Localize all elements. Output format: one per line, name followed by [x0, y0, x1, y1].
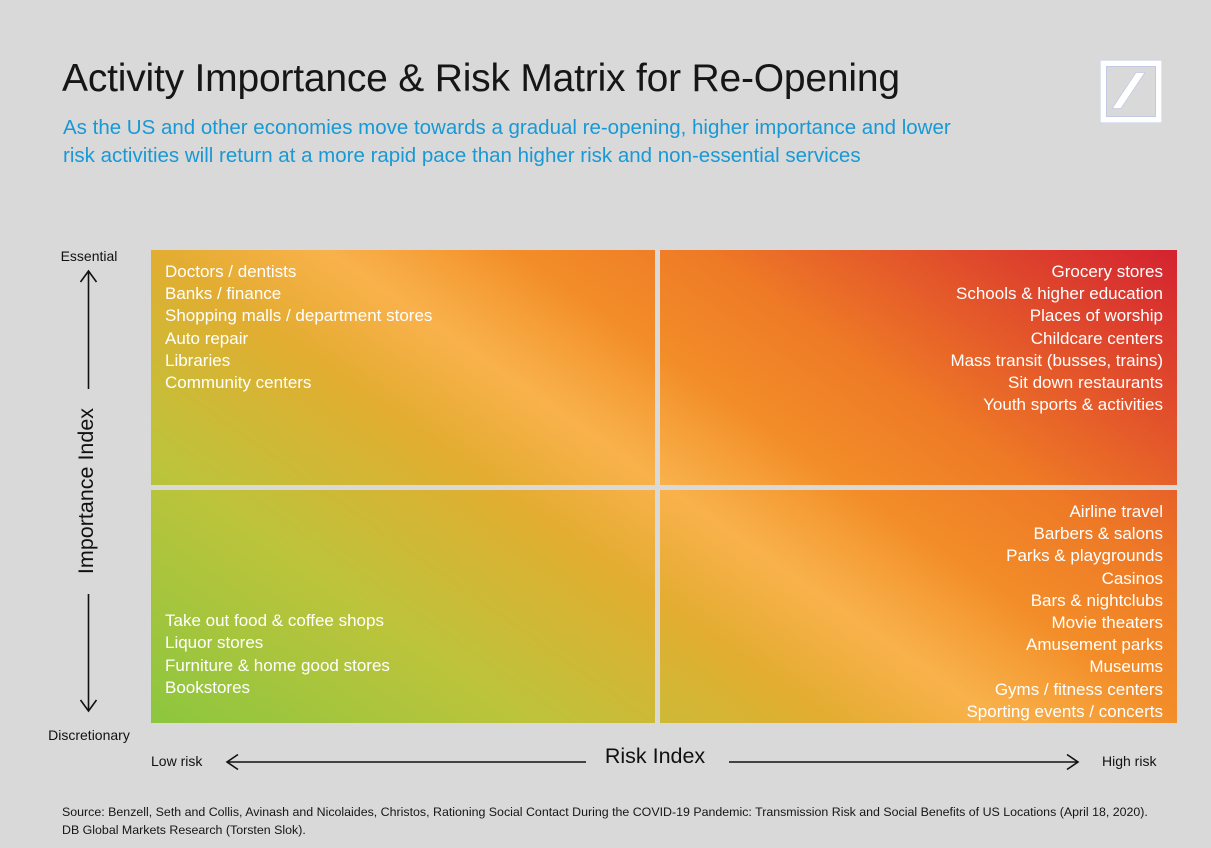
- db-slash-icon: [1100, 60, 1162, 123]
- activity-item: Barbers & salons: [1033, 524, 1163, 544]
- source-line-2: DB Global Markets Research (Torsten Slok).: [62, 822, 306, 837]
- risk-axis-right-arrow-icon: [728, 753, 1080, 771]
- activity-item: Libraries: [165, 350, 231, 370]
- x-axis-title: Risk Index: [604, 744, 706, 768]
- quadrant-essential-low-risk: [165, 261, 641, 394]
- activity-item: Amusement parks: [1026, 635, 1163, 655]
- activity-item: Museums: [1089, 657, 1163, 677]
- subtitle-line-2: risk activities will return at a more rapid pace than higher risk and non-essential services: [63, 143, 861, 167]
- activity-item: Youth sports & activities: [983, 395, 1163, 415]
- quadrant-discretionary-high-risk: [670, 501, 1163, 723]
- activity-item: Auto repair: [165, 328, 249, 348]
- risk-axis-left-arrow-icon: [225, 753, 588, 771]
- quadrant-discretionary-low-risk: [165, 610, 641, 699]
- activity-item: Childcare centers: [1030, 328, 1163, 348]
- activity-item: Liquor stores: [165, 633, 264, 653]
- quadrant-essential-high-risk: [670, 261, 1163, 416]
- page-subtitle: [63, 114, 951, 169]
- page-title: Activity Importance & Risk Matrix for Re-Opening: [62, 57, 900, 100]
- activity-item: Mass transit (busses, trains): [950, 350, 1163, 370]
- deutsche-bank-logo-icon: [1100, 60, 1162, 123]
- activity-item: Community centers: [165, 373, 312, 393]
- matrix-horizontal-divider: [151, 485, 1177, 490]
- source-line-1: Source: Benzell, Seth and Collis, Avinash and Nicolaides, Christos, Rationing Social Contact During the COVID-19 Pandemic: Transmission Risk and Social Benefits of US Locations (April 18, 2020).: [62, 805, 1148, 819]
- activity-item: Gyms / fitness centers: [994, 679, 1163, 699]
- y-axis-min-label: Discretionary: [48, 727, 130, 743]
- subtitle-line-1: As the US and other economies move towards a gradual re-opening, higher importance and lower: [63, 116, 951, 139]
- activity-item: Take out food & coffee shops: [165, 611, 384, 631]
- activity-item: Schools & higher education: [956, 284, 1163, 304]
- activity-item: Bookstores: [165, 677, 251, 697]
- x-axis-min-label: Low risk: [151, 753, 203, 769]
- activity-item: Bars & nightclubs: [1030, 590, 1163, 610]
- activity-item: Parks & playgrounds: [1006, 546, 1163, 566]
- activity-item: Sporting events / concerts: [966, 701, 1163, 721]
- y-axis-title: Importance Index: [74, 407, 98, 575]
- activity-item: Shopping malls / department stores: [165, 306, 433, 326]
- x-axis-max-label: High risk: [1102, 753, 1157, 769]
- risk-importance-matrix: [151, 250, 1177, 723]
- activity-item: Sit down restaurants: [1008, 373, 1163, 393]
- y-axis-max-label: Essential: [60, 248, 118, 264]
- activity-item: Banks / finance: [165, 284, 282, 304]
- source-note: [62, 804, 1148, 839]
- activity-item: Grocery stores: [1051, 262, 1163, 281]
- activity-item: Places of worship: [1029, 306, 1163, 326]
- activity-item: Doctors / dentists: [165, 262, 297, 281]
- activity-item: Movie theaters: [1051, 613, 1163, 633]
- activity-item: Furniture & home good stores: [165, 655, 390, 675]
- activity-item: Airline travel: [1069, 502, 1163, 521]
- activity-item: Casinos: [1101, 568, 1163, 588]
